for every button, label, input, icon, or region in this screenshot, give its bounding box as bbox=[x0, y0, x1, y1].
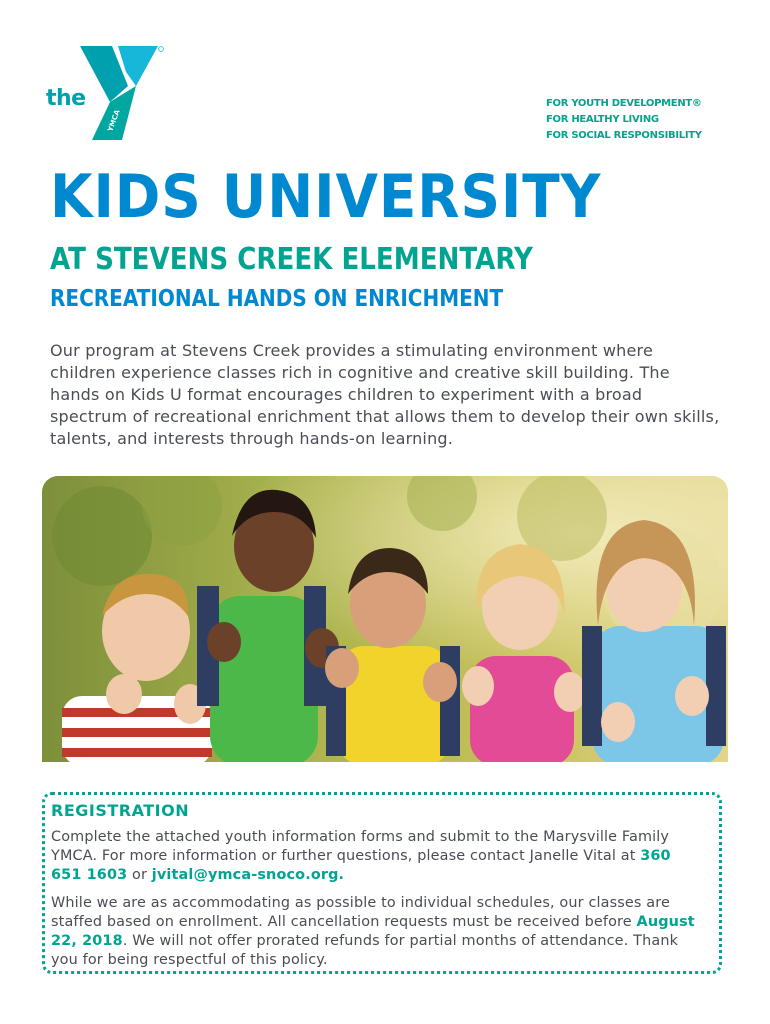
logo-vertical-text: YMCA bbox=[106, 108, 122, 133]
phone-number: 360 651 1603 bbox=[51, 848, 671, 883]
registration-box bbox=[42, 792, 722, 974]
tagline-line: FOR YOUTH DEVELOPMENT® bbox=[546, 98, 702, 109]
cancellation-deadline: August 22, 2018 bbox=[51, 914, 695, 949]
logo-word: the bbox=[46, 86, 86, 111]
registration-policy-end: . We will not offer prorated refunds for partial months of attendance. Thank you for being respectful of this policy. bbox=[51, 933, 679, 968]
registration-policy-text: While we are as accommodating as possible to individual schedules, our classes are staffed based on enrollment. All cancellation requests must be received before bbox=[51, 895, 671, 930]
tagline bbox=[546, 96, 726, 144]
registration-contact-text: Complete the attached youth information forms and submit to the Marysville Family YMCA. For more information or further questions, please contact Janelle Vital at bbox=[51, 829, 670, 864]
page-subtitle: AT STEVENS CREEK ELEMENTARY bbox=[50, 242, 533, 277]
tagline-line: FOR HEALTHY LIVING bbox=[546, 114, 659, 125]
tagline-line: FOR SOCIAL RESPONSIBILITY bbox=[546, 130, 702, 141]
email-link[interactable]: jvital@ymca-snoco.org. bbox=[151, 867, 345, 883]
page-subheading: RECREATIONAL HANDS ON ENRICHMENT bbox=[50, 286, 504, 312]
ymca-logo bbox=[40, 42, 170, 142]
registration-policy-paragraph bbox=[51, 894, 697, 970]
kids-thumbs-up-photo bbox=[42, 476, 728, 762]
intro-paragraph: Our program at Stevens Creek provides a stimulating environment where children experience classes rich in cognitive and creative skill building. The hands on Kids U format encourages children to experiment with a broad spectrum of recreational enrichment that allows them to develop their own skills, talents, and interests through hands-on learning. bbox=[50, 341, 720, 448]
page-title: KIDS UNIVERSITY bbox=[50, 162, 602, 232]
registration-title: REGISTRATION bbox=[51, 801, 190, 820]
registration-contact-paragraph bbox=[51, 828, 697, 885]
registration-or: or bbox=[127, 867, 152, 883]
